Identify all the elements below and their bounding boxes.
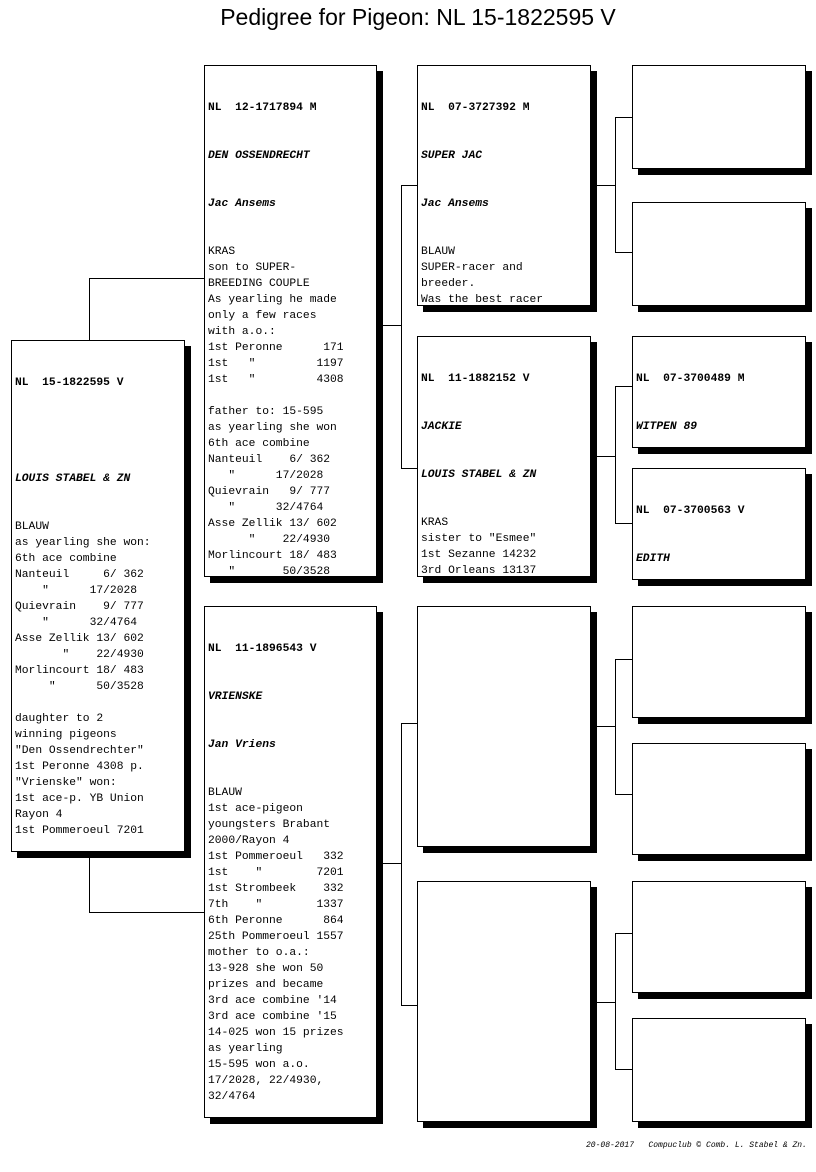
info-line: 14-025 won 15 prizes bbox=[208, 1027, 344, 1039]
info-line: as yearling bbox=[208, 1043, 283, 1055]
owner-name: Jac Ansems bbox=[421, 198, 489, 210]
connector-line bbox=[590, 726, 616, 727]
info-line: Quievrain 9/ 777 bbox=[208, 486, 331, 498]
connector-line bbox=[590, 185, 616, 186]
connector-line bbox=[615, 386, 616, 524]
footer bbox=[586, 1141, 807, 1150]
info-line: Was the best racer bbox=[421, 294, 544, 306]
info-line: 32/4764 bbox=[208, 1091, 256, 1103]
pigeon-name: WITPEN 89 bbox=[636, 421, 698, 433]
info-line: 1st Peronne 4308 p. bbox=[15, 761, 144, 773]
pigeon-card-dam-sire-empty bbox=[417, 606, 591, 847]
pigeon-name: VRIENSKE bbox=[208, 691, 263, 703]
pigeon-card-dam-sire-sire-empty bbox=[632, 606, 806, 718]
connector-line bbox=[615, 659, 632, 660]
info-line: daughter to 2 bbox=[15, 713, 104, 725]
connector-line bbox=[615, 794, 632, 795]
info-line bbox=[208, 388, 376, 404]
connector-line bbox=[615, 1069, 632, 1070]
connector-line bbox=[376, 325, 402, 326]
info-line: 1st Peronne 171 bbox=[208, 342, 344, 354]
connector-line bbox=[376, 863, 402, 864]
info-line: 3rd ace combine '14 bbox=[208, 995, 337, 1007]
pigeon-card-dam-dam-sire-empty bbox=[632, 881, 806, 993]
info-line: Morlincourt 18/ 483 bbox=[208, 550, 337, 562]
info-line: SUPER-racer and bbox=[421, 262, 523, 274]
ring-number: NL 15-1822595 V bbox=[15, 377, 124, 389]
pigeon-card-sire-sire bbox=[417, 65, 591, 306]
info-line: only a few races bbox=[208, 310, 317, 322]
info-line: KRAS bbox=[208, 246, 236, 258]
info-line: 6th ace combine bbox=[15, 553, 117, 565]
pigeon-card-subject bbox=[11, 340, 185, 852]
info-line: 1st ace-pigeon bbox=[208, 803, 303, 815]
info-line: " 22/4930 bbox=[208, 534, 331, 546]
info-line: 6th ace combine bbox=[208, 438, 310, 450]
info-line: prizes and became bbox=[208, 979, 324, 991]
info-line: 17/2028, 22/4930, bbox=[208, 1075, 324, 1087]
connector-line bbox=[615, 659, 616, 795]
info-line: 13-928 she won 50 bbox=[208, 963, 324, 975]
pigeon-name: SUPER JAC bbox=[421, 150, 483, 162]
info-line: 6th Peronne 864 bbox=[208, 915, 344, 927]
info-line: BREEDING COUPLE bbox=[208, 278, 310, 290]
owner-name: Jan Vriens bbox=[208, 739, 276, 751]
info-line: youngsters Brabant bbox=[208, 819, 331, 831]
connector-line bbox=[615, 386, 632, 387]
connector-line bbox=[89, 852, 90, 913]
info-line: " 17/2028 bbox=[208, 470, 324, 482]
connector-line bbox=[89, 278, 90, 340]
info-line: 3rd ace combine '15 bbox=[208, 1011, 337, 1023]
owner-name: LOUIS STABEL & ZN bbox=[15, 473, 131, 485]
connector-line bbox=[615, 117, 616, 253]
info-line: " 50/3528 bbox=[15, 681, 144, 693]
ring-number: NL 07-3700489 M bbox=[636, 373, 745, 385]
info-line: breeder. bbox=[421, 278, 476, 290]
connector-line bbox=[615, 252, 632, 253]
connector-line bbox=[401, 723, 417, 724]
connector-line bbox=[89, 278, 204, 279]
connector-line bbox=[89, 912, 204, 913]
info-line: Rayon 4 bbox=[15, 809, 63, 821]
info-line: As yearling he made bbox=[208, 294, 337, 306]
info-line: 3rd Orleans 13137 bbox=[421, 565, 537, 577]
info-line: "Vrienske" won: bbox=[15, 777, 117, 789]
info-line: Nanteuil 6/ 362 bbox=[208, 454, 331, 466]
footer-credit: Compuclub © Comb. L. Stabel & Zn. bbox=[648, 1141, 807, 1150]
connector-line bbox=[401, 185, 402, 469]
connector-line bbox=[401, 1005, 417, 1006]
info-line: 1st Strombeek 332 bbox=[208, 883, 344, 895]
ring-number: NL 11-1882152 V bbox=[421, 373, 530, 385]
pigeon-name: EDITH bbox=[636, 553, 670, 565]
info-line: BLAUW bbox=[421, 246, 455, 258]
info-line: as yearling she won: bbox=[15, 537, 151, 549]
connector-line bbox=[590, 1002, 616, 1003]
pigeon-name: JACKIE bbox=[421, 421, 462, 433]
info-line: as yearling she won bbox=[208, 422, 337, 434]
ring-number: NL 11-1896543 V bbox=[208, 643, 317, 655]
pigeon-card-dam-sire-dam-empty bbox=[632, 743, 806, 855]
info-line: 1st Pommeroeul 7201 bbox=[15, 825, 144, 837]
connector-line bbox=[401, 468, 417, 469]
connector-line bbox=[401, 723, 402, 1006]
info-line: 1st Pommeroeul 332 bbox=[208, 851, 344, 863]
info-line: Nanteuil 6/ 362 bbox=[15, 569, 144, 581]
info-line: " 32/4764 bbox=[208, 502, 324, 514]
ring-number: NL 07-3727392 M bbox=[421, 102, 530, 114]
info-line: 1st " 7201 bbox=[208, 867, 344, 879]
pigeon-card-sire bbox=[204, 65, 377, 577]
pigeon-card-sire-dam-dam bbox=[632, 468, 806, 580]
info-line: winning pigeons bbox=[15, 729, 117, 741]
ring-number: NL 12-1717894 M bbox=[208, 102, 317, 114]
pigeon-card-dam-dam-empty bbox=[417, 881, 591, 1122]
info-line: " 17/2028 bbox=[15, 585, 138, 597]
owner-name: Jac Ansems bbox=[208, 198, 276, 210]
info-line: " 50/3528 bbox=[208, 566, 331, 577]
info-line: 1st " 4308 bbox=[208, 374, 344, 386]
info-line: father to: 15-595 bbox=[208, 406, 324, 418]
connector-line bbox=[615, 117, 632, 118]
connector-line bbox=[590, 456, 616, 457]
ring-number: NL 07-3700563 V bbox=[636, 505, 745, 517]
info-line: 7th " 1337 bbox=[208, 899, 344, 911]
info-line: Quievrain 9/ 777 bbox=[15, 601, 144, 613]
info-line: 1st " 1197 bbox=[208, 358, 344, 370]
info-line: " 22/4930 bbox=[15, 649, 144, 661]
info-line: Asse Zellik 13/ 602 bbox=[15, 633, 144, 645]
connector-line bbox=[615, 933, 632, 934]
pigeon-name: DEN OSSENDRECHT bbox=[208, 150, 310, 162]
pigeon-card-sire-sire-sire-empty bbox=[632, 65, 806, 169]
info-line: 15-595 won a.o. bbox=[208, 1059, 310, 1071]
info-line: 1st ace-p. YB Union bbox=[15, 793, 144, 805]
info-line: sister to "Esmee" bbox=[421, 533, 537, 545]
pigeon-card-dam-dam-dam-empty bbox=[632, 1018, 806, 1122]
info-line: 1st Sezanne 14232 bbox=[421, 549, 537, 561]
info-line: Asse Zellik 13/ 602 bbox=[208, 518, 337, 530]
info-line bbox=[15, 695, 184, 711]
footer-date: 20-08-2017 bbox=[586, 1141, 635, 1150]
pigeon-card-dam bbox=[204, 606, 377, 1118]
info-line: KRAS bbox=[421, 517, 449, 529]
connector-line bbox=[401, 185, 417, 186]
info-line: "Den Ossendrechter" bbox=[15, 745, 144, 757]
info-line: son to SUPER- bbox=[208, 262, 297, 274]
connector-line bbox=[615, 933, 616, 1070]
info-line: Morlincourt 18/ 483 bbox=[15, 665, 144, 677]
owner-name: LOUIS STABEL & ZN bbox=[421, 469, 537, 481]
info-line: 25th Pommeroeul 1557 bbox=[208, 931, 344, 943]
connector-line bbox=[615, 523, 632, 524]
info-line: with a.o.: bbox=[208, 326, 276, 338]
page-title: Pedigree for Pigeon: NL 15-1822595 V bbox=[220, 4, 616, 30]
info-line: BLAUW bbox=[208, 787, 242, 799]
pigeon-card-sire-dam bbox=[417, 336, 591, 577]
pigeon-card-sire-dam-sire bbox=[632, 336, 806, 448]
info-line: mother to o.a.: bbox=[208, 947, 310, 959]
info-line: BLAUW bbox=[15, 521, 49, 533]
pigeon-card-sire-sire-dam-empty bbox=[632, 202, 806, 306]
info-line: " 32/4764 bbox=[15, 617, 138, 629]
info-line: 2000/Rayon 4 bbox=[208, 835, 290, 847]
